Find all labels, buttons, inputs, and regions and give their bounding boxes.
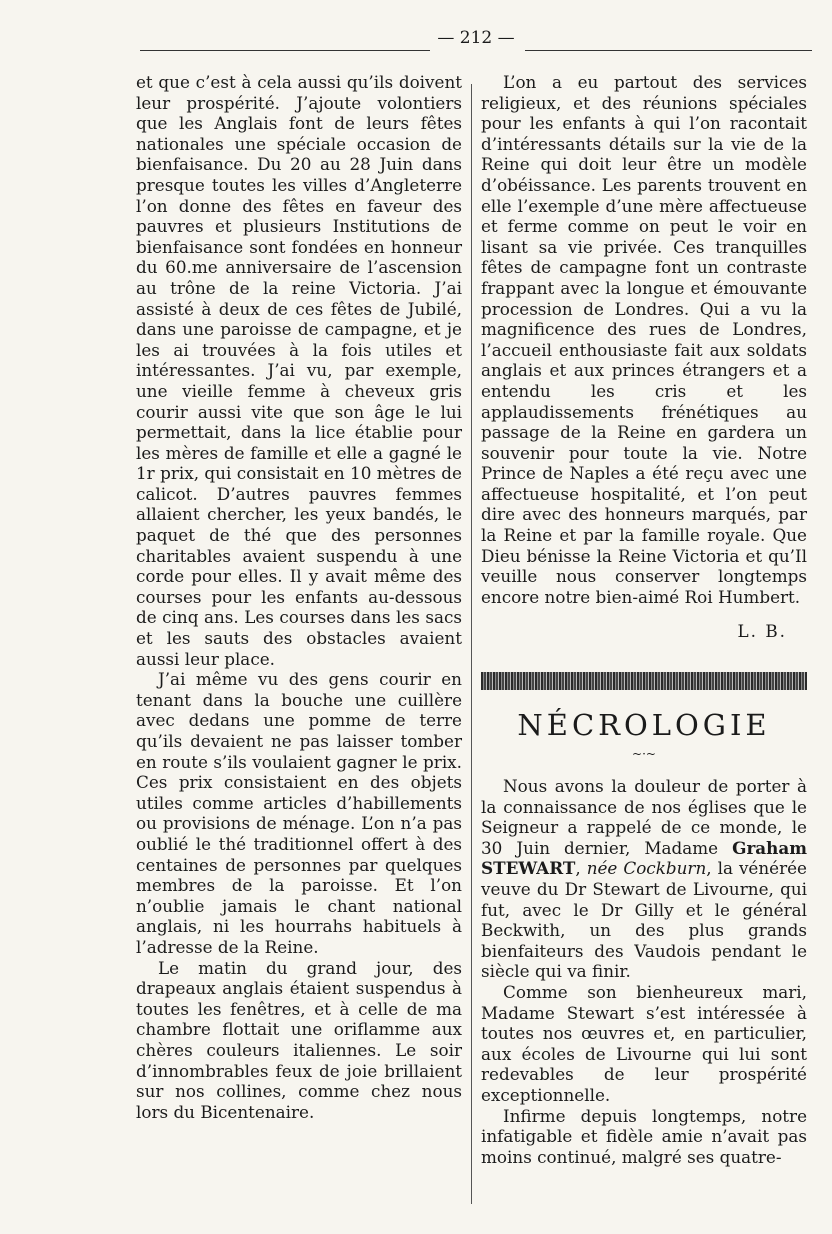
left-column (136, 72, 462, 1122)
obituary-text: Nous avons la douleur de porter à la connaissance de nos églises que le Seigneur a rappelé de ce monde, le 30 Juin dernier, Madame (481, 776, 807, 858)
title-ornament: ~·~ (632, 747, 656, 762)
obituary-paragraph: Comme son bienheureux mari, Madame Stewart s’est intéressée à toutes nos œuvres et, en particulier, aux écoles de Livourne qui lui sont redevables de leur prospérité exceptionnelle. (481, 981, 807, 1105)
obituary-paragraph (481, 776, 807, 982)
article-paragraph: Le matin du grand jour, des drapeaux anglais étaient suspendus à toutes les fenêtres, et à celle de ma chambre flottait une oriflamme aux chères couleurs italiennes. Le soir d’innombrables feux de joie brillaient sur nos collines, comme chez nous lors du Bicentenaire. (136, 957, 462, 1122)
page-number: — 212 — (437, 28, 515, 48)
obituary-paragraph: Infirme depuis longtemps, notre infatigable et fidèle amie n’avait pas moins continué, malgré ses quatre- (481, 1105, 807, 1167)
article-paragraph: J’ai même vu des gens courir en tenant dans la bouche une cuillère avec dedans une pomme de terre qu’ils devaient ne pas laisser tomber en route s’ils voulaient gagner le prix. Ces prix consistaient en des objets utiles comme articles d’habillements ou provisions de ménage. L’on n’a pas oublié le thé traditionnel offert à des centaines de personnes par quelques membres de la paroisse. Et l’on n’oublie jamais le chant national anglais, ni les hourrahs habituels à l’adresse de la Reine. (136, 669, 462, 957)
obituary-text: , (575, 858, 587, 879)
obituary-text: , la vénérée veuve du Dr Stewart de Livourne, qui fut, avec le Dr Gilly et le général Beckwith, un des plus grands bienfaiteurs des Vaudois pendant le siècle qui va finir. (481, 858, 807, 982)
article-signature: L. B. (737, 621, 787, 642)
article-paragraph: L’on a eu partout des services religieux, et des réunions spéciales pour les enfants à qui l’on racontait d’intéressants détails sur la vie de la Reine qui doit leur être un modèle d’obéissance. Les parents trouvent en elle l’exemple d’une mère affectueuse et ferme comme on peut le voir en lisant sa vie privée. Ces tranquilles fêtes de campagne font un contraste frappant avec la longue et émouvante procession de Londres. Qui a vu la magnificence des rues de Londres, l’accueil enthousiaste fait aux soldats anglais et aux princes étrangers et a entendu les cris et les applaudissements frénétiques au passage de la Reine en gardera un souvenir pour toute la vie. Notre Prince de Naples a été reçu avec une affectueuse hospitalité, et l’on peut dire avec des honneurs marqués, par la Reine et par la famille royale. Que Dieu bénisse la Reine Victoria et qu’Il veuille nous conserver longtemps encore notre bien-aimé Roi Humbert. (481, 72, 807, 607)
page-header (140, 28, 812, 54)
header-rule-right (525, 50, 812, 51)
deceased-name: Graham STEWART (481, 837, 807, 879)
maiden-name: née Cockburn (586, 858, 707, 879)
section-title: NÉCROLOGIE (517, 708, 771, 743)
decorative-banner (481, 672, 807, 690)
column-divider (471, 84, 472, 1204)
header-rule-left (140, 50, 430, 51)
right-column (481, 72, 807, 1167)
article-paragraph: et que c’est à cela aussi qu’ils doivent leur prospérité. J’ajoute volontiers que les Anglais font de leurs fêtes nationales une spéciale occasion de bienfaisance. Du 20 au 28 Juin dans presque toutes les villes d’Angleterre l’on donne des fêtes en faveur des pauvres et plusieurs Institutions de bienfaisance sont fondées en honneur du 60.me anniversaire de l’ascension au trône de la reine Victoria. J’ai assisté à deux de ces fêtes de Jubilé, dans une paroisse de campagne, et je les ai trouvées à la fois utiles et intéressantes. J’ai vu, par exemple, une vieille femme à cheveux gris courir aussi vite que son âge le lui permettait, dans la lice établie pour les mères de famille et elle a gagné le 1r prix, qui consistait en 10 mètres de calicot. D’autres pauvres femmes allaient chercher, les yeux bandés, le paquet de thé que des personnes charitables avaient suspendu à une corde pour elles. Il y avait même des courses pour les enfants au-dessous de cinq ans. Les courses dans les sacs et les sauts des obstacles avaient aussi leur place. (136, 72, 462, 669)
